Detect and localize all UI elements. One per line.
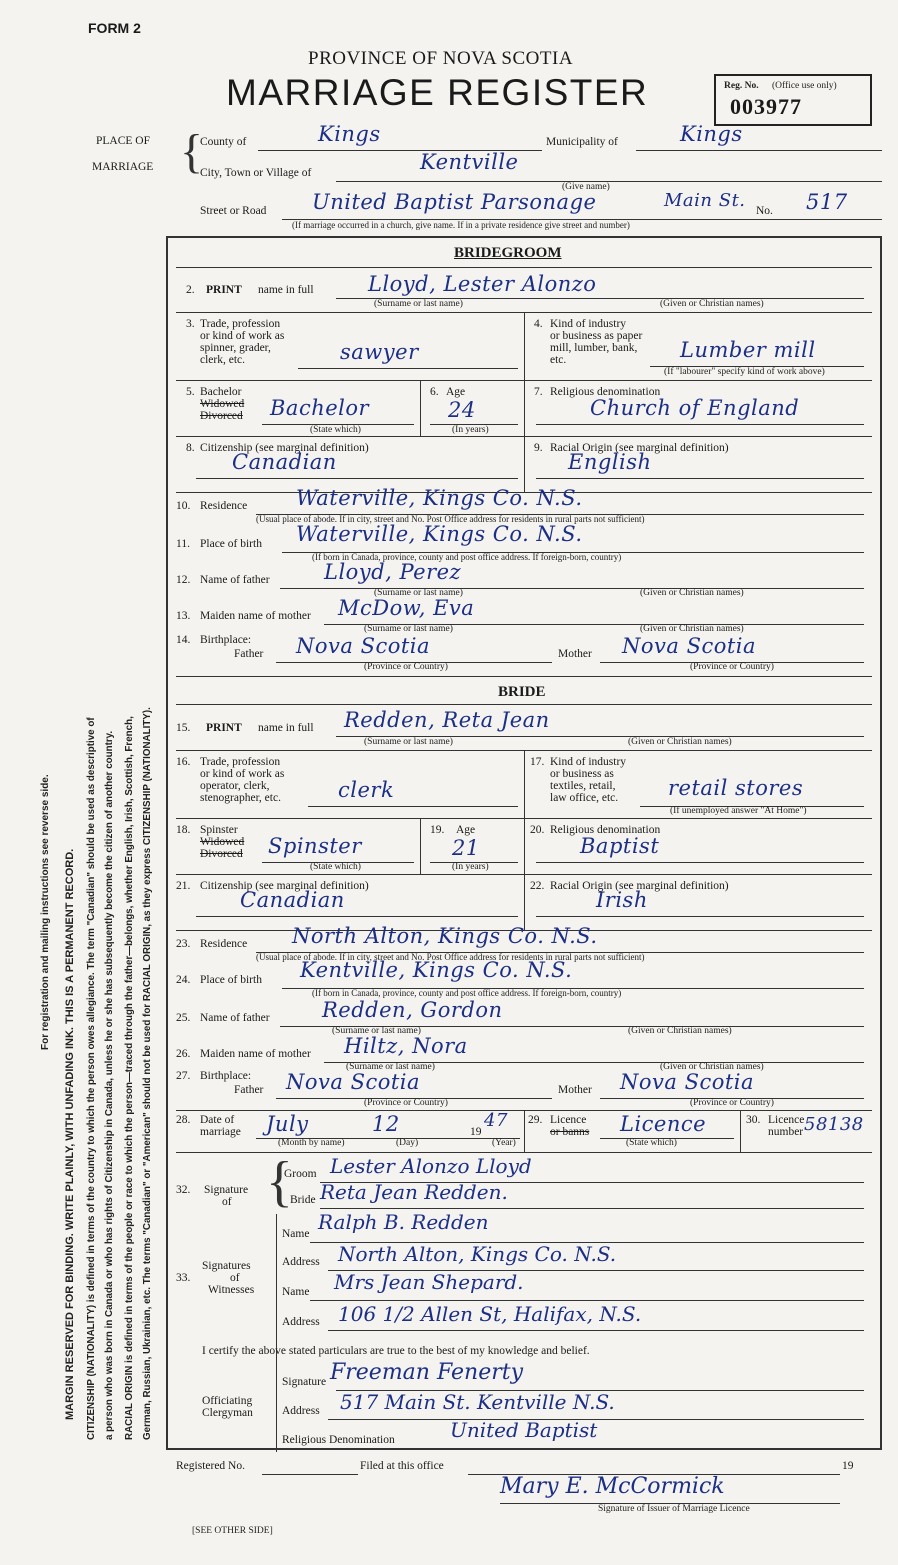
month-note: (Month by name) — [278, 1138, 345, 1148]
bride-mother-surname-note: (Surname or last name) — [346, 1062, 435, 1072]
groom-birth-note: (If born in Canada, province, county and post office address. If foreign-born, country) — [312, 552, 622, 562]
groom-in-years: (In years) — [452, 425, 489, 435]
bride-father-province-note: (Province or Country) — [364, 1098, 448, 1108]
w1-name-label: Name — [282, 1228, 310, 1240]
groom-racial-origin: English — [568, 450, 652, 474]
f33-label-3: Witnesses — [208, 1284, 255, 1296]
city-value: Kentville — [420, 150, 519, 174]
f23-no: 23. — [176, 938, 191, 950]
groom-age: 24 — [448, 398, 476, 422]
groom-trade: sawyer — [340, 340, 419, 364]
filed-label: Filed at this office — [360, 1460, 444, 1472]
see-other-side: [SEE OTHER SIDE] — [192, 1526, 273, 1536]
bride-birthplace: Kentville, Kings Co. N.S. — [300, 958, 573, 982]
groom-citizenship: Canadian — [232, 450, 337, 474]
f29-label-2: or banns — [550, 1126, 590, 1138]
f8-no: 8. — [186, 442, 195, 454]
groom-sig-label: Groom — [284, 1168, 317, 1180]
f30-label-2: number — [768, 1126, 804, 1138]
marriage-year: 47 — [484, 1110, 508, 1131]
f24-label: Place of birth — [200, 974, 262, 986]
clergy-sig-label: Signature — [282, 1376, 327, 1388]
margin-citizenship-2: a person who was born in Canada or who has rights of Citizenship in Canada, unless he or she has subsequently become the citizen of another country. — [104, 730, 115, 1440]
place-label-1: PLACE OF — [96, 135, 150, 147]
w1-address-label: Address — [282, 1256, 320, 1268]
year-note: (Year) — [492, 1138, 516, 1148]
certify-statement: I certify the above stated particulars are true to the best of my knowledge and belief. — [202, 1345, 590, 1357]
street-no-label: No. — [756, 205, 773, 217]
f18-label-1: Spinster — [200, 824, 238, 836]
groom-residence: Waterville, Kings Co. N.S. — [296, 486, 583, 510]
margin-citizenship-1: CITIZENSHIP (NATIONALITY) is defined in terms of the country to which the person owes allegiance. The term "Canadian" should be used as descriptive of — [86, 717, 97, 1440]
f12-label: Name of father — [200, 574, 270, 586]
f3-no: 3. — [186, 318, 195, 330]
province-heading: PROVINCE OF NOVA SCOTIA — [308, 48, 574, 69]
groom-signature: Lester Alonzo Lloyd — [330, 1154, 532, 1178]
f7-no: 7. — [534, 386, 543, 398]
marriage-month: July — [266, 1112, 309, 1136]
groom-name: Lloyd, Lester Alonzo — [368, 272, 597, 296]
f5-no: 5. — [186, 386, 195, 398]
f22-no: 22. — [530, 880, 545, 892]
f11-label: Place of birth — [200, 538, 262, 550]
clergy-address-label: Address — [282, 1405, 320, 1417]
f28-label-2: marriage — [200, 1126, 241, 1138]
bride-mother: Hiltz, Nora — [344, 1034, 468, 1058]
groom-mother-province-note: (Province or Country) — [690, 662, 774, 672]
bride-sig-label: Bride — [290, 1194, 316, 1206]
bride-mother-given-note: (Given or Christian names) — [660, 1062, 764, 1072]
groom-father-given-note: (Given or Christian names) — [640, 588, 744, 598]
bride-state-which: (State which) — [310, 862, 361, 872]
f9-no: 9. — [534, 442, 543, 454]
f27-no: 27. — [176, 1070, 191, 1082]
f16-no: 16. — [176, 756, 191, 768]
f4-label-1: Kind of industry — [550, 318, 627, 330]
page-title: MARRIAGE REGISTER — [226, 72, 649, 113]
f29-no: 29. — [528, 1114, 543, 1126]
bride-father-given-note: (Given or Christian names) — [628, 1026, 732, 1036]
w2-address-label: Address — [282, 1316, 320, 1328]
f27-label-1: Birthplace: — [200, 1070, 252, 1082]
day-note: (Day) — [396, 1138, 419, 1148]
f21-no: 21. — [176, 880, 191, 892]
marriage-year-prefix: 19 — [470, 1126, 482, 1138]
f14-label-1: Birthplace: — [200, 634, 252, 646]
f2-print-label: PRINT — [206, 284, 242, 296]
f14-label-2: Father — [234, 648, 264, 660]
groom-status: Bachelor — [270, 396, 370, 420]
f4-no: 4. — [534, 318, 543, 330]
bride-age: 21 — [452, 836, 480, 860]
licence-number: 58138 — [804, 1114, 864, 1135]
groom-industry: Lumber mill — [680, 338, 816, 362]
bride-mother-label: Mother — [558, 1084, 592, 1096]
f30-no: 30. — [746, 1114, 761, 1126]
street-note: (If marriage occurred in a church, give name. If in a private residence give street and number) — [292, 220, 630, 230]
groom-state-which: (State which) — [310, 425, 361, 435]
witness2-address: 106 1/2 Allen St, Halifax, N.S. — [338, 1302, 642, 1326]
licence-type: Licence — [620, 1112, 707, 1136]
w2-name-label: Name — [282, 1286, 310, 1298]
give-name-note: (Give name) — [562, 182, 610, 192]
bride-status: Spinster — [268, 834, 362, 858]
margin-racial-1: RACIAL ORIGIN is defined in terms of the people or race to which the person—traced through the father—belongs, whether English, Irish, Scottish, French, — [124, 716, 135, 1440]
margin-instructions: For registration and mailing instructions see reverse side. — [40, 774, 51, 1050]
f5-label-1: Bachelor — [200, 386, 242, 398]
f17-label-2: or business as — [550, 768, 614, 780]
f3-label-4: clerk, etc. — [200, 354, 246, 366]
f21-label: Citizenship (see marginal definition) — [200, 880, 369, 892]
f17-no: 17. — [530, 756, 545, 768]
groom-surname-note: (Surname or last name) — [374, 299, 463, 309]
place-brace: { — [180, 125, 204, 178]
clergy-signature: Freeman Fenerty — [330, 1360, 524, 1385]
f27-label-2: Father — [234, 1084, 264, 1096]
f26-no: 26. — [176, 1048, 191, 1060]
bride-religion: Baptist — [580, 834, 660, 858]
f33-label-1: Signatures — [202, 1260, 251, 1272]
bride-racial-origin: Irish — [596, 888, 648, 912]
f26-label: Maiden name of mother — [200, 1048, 311, 1060]
bride-heading: BRIDE — [498, 684, 546, 700]
form-number: FORM 2 — [88, 20, 141, 36]
bride-residence-note: (Usual place of abode. If in city, street and No. Post Office address for residents in rural parts not sufficient) — [256, 952, 645, 962]
groom-residence-note: (Usual place of abode. If in city, street and No. Post Office address for residents in rural parts not sufficient) — [256, 514, 645, 524]
f16-label-3: operator, clerk, — [200, 780, 270, 792]
f30-label-1: Licence — [768, 1114, 805, 1126]
groom-birthplace: Waterville, Kings Co. N.S. — [296, 522, 583, 546]
groom-father-province-note: (Province or Country) — [364, 662, 448, 672]
clergy-address: 517 Main St. Kentville N.S. — [340, 1390, 615, 1414]
margin-racial-2: German, Russian, Ukrainian, etc. The terms "Canadian" or "American" should not be used for RACIAL ORIGIN, as they express CITIZENSHIP (NATIONALITY). — [142, 707, 153, 1440]
bride-residence: North Alton, Kings Co. N.S. — [292, 924, 598, 948]
bride-industry: retail stores — [668, 776, 804, 800]
signature-brace: { — [266, 1151, 293, 1213]
street-no-value: 517 — [806, 190, 848, 214]
municipality-value: Kings — [680, 122, 743, 146]
f3-label-1: Trade, profession — [200, 318, 281, 330]
bride-name: Redden, Reta Jean — [344, 708, 550, 732]
issuer-label: Signature of Issuer of Marriage Licence — [598, 1504, 750, 1514]
f5-label-3: Divorced — [200, 410, 243, 422]
labourer-note: (If "labourer" specify kind of work above) — [664, 367, 825, 377]
bride-in-years: (In years) — [452, 862, 489, 872]
bridegroom-heading: BRIDEGROOM — [454, 245, 562, 261]
f22-label: Racial Origin (see marginal definition) — [550, 880, 729, 892]
street-value-2: Main St. — [664, 190, 746, 211]
groom-religion: Church of England — [590, 396, 800, 420]
witness2-name: Mrs Jean Shepard. — [334, 1270, 524, 1294]
reg-office-note: (Office use only) — [772, 81, 837, 91]
f17-label-3: textiles, retail, — [550, 780, 616, 792]
f15-print-label: PRINT — [206, 722, 242, 734]
groom-father-surname-note: (Surname or last name) — [374, 588, 463, 598]
f23-label: Residence — [200, 938, 248, 950]
groom-mother-label: Mother — [558, 648, 592, 660]
municipality-label: Municipality of — [546, 136, 618, 148]
f20-no: 20. — [530, 824, 545, 836]
bride-mother-province-note: (Province or Country) — [690, 1098, 774, 1108]
groom-mother: McDow, Eva — [338, 596, 475, 620]
f13-no: 13. — [176, 610, 191, 622]
bride-citizenship: Canadian — [240, 888, 345, 912]
f17-label-4: law office, etc. — [550, 792, 619, 804]
f18-label-3: Divorced — [200, 848, 243, 860]
county-value: Kings — [318, 122, 381, 146]
f6-label: Age — [446, 386, 466, 398]
clergy-denomination: United Baptist — [450, 1418, 598, 1442]
filed-year: 19 — [842, 1460, 854, 1472]
f7-label: Religious denomination — [550, 386, 661, 398]
county-label: County of — [200, 136, 247, 148]
reg-no-box — [714, 74, 872, 126]
marriage-day: 12 — [372, 1112, 400, 1136]
f13-label: Maiden name of mother — [200, 610, 311, 622]
f19-no: 19. — [430, 824, 445, 836]
issuer-signature: Mary E. McCormick — [500, 1474, 725, 1499]
reg-no-value: 003977 — [730, 94, 802, 119]
groom-mother-birthplace: Nova Scotia — [622, 634, 757, 658]
licence-state-which: (State which) — [626, 1138, 677, 1148]
groom-father-birthplace: Nova Scotia — [296, 634, 431, 658]
f12-no: 12. — [176, 574, 191, 586]
bride-signature: Reta Jean Redden. — [320, 1180, 508, 1204]
f4-label-2: or business as paper — [550, 330, 643, 342]
f10-no: 10. — [176, 500, 191, 512]
reg-no-label: Reg. No. — [724, 81, 759, 91]
bride-surname-note: (Surname or last name) — [364, 737, 453, 747]
f15-label: name in full — [258, 722, 314, 734]
place-label-2: MARRIAGE — [92, 161, 154, 173]
f16-label-4: stenographer, etc. — [200, 792, 281, 804]
f32-label-1: Signature — [204, 1184, 249, 1196]
bride-birth-note: (If born in Canada, province, county and post office address. If foreign-born, country) — [312, 988, 622, 998]
f8-label: Citizenship (see marginal definition) — [200, 442, 369, 454]
f18-no: 18. — [176, 824, 191, 836]
f33-label-2: of — [230, 1272, 240, 1284]
bride-mother-birthplace: Nova Scotia — [620, 1070, 755, 1094]
f4-label-4: etc. — [550, 354, 567, 366]
f2-label: name in full — [258, 284, 314, 296]
f16-label-1: Trade, profession — [200, 756, 281, 768]
f19-label: Age — [456, 824, 476, 836]
groom-father: Lloyd, Perez — [324, 560, 462, 584]
f20-label: Religious denomination — [550, 824, 661, 836]
denomination-label: Religious Denomination — [282, 1434, 395, 1446]
officiating-label-2: Clergyman — [202, 1407, 253, 1419]
f17-label-1: Kind of industry — [550, 756, 627, 768]
f16-label-2: or kind of work as — [200, 768, 285, 780]
margin-binding: MARGIN RESERVED FOR BINDING. WRITE PLAINLY, WITH UNFADING INK. THIS IS A PERMANENT RECORD. — [64, 848, 76, 1420]
f14-no: 14. — [176, 634, 191, 646]
f24-no: 24. — [176, 974, 191, 986]
street-label: Street or Road — [200, 205, 267, 217]
f10-label: Residence — [200, 500, 248, 512]
f28-label-1: Date of — [200, 1114, 235, 1126]
f11-no: 11. — [176, 538, 190, 550]
f25-label: Name of father — [200, 1012, 270, 1024]
bride-father-surname-note: (Surname or last name) — [332, 1026, 421, 1036]
registered-no-label: Registered No. — [176, 1460, 245, 1472]
bride-trade: clerk — [338, 778, 395, 802]
groom-mother-given-note: (Given or Christian names) — [640, 624, 744, 634]
f28-no: 28. — [176, 1114, 191, 1126]
bride-given-note: (Given or Christian names) — [628, 737, 732, 747]
f25-no: 25. — [176, 1012, 191, 1024]
f32-label-2: of — [222, 1196, 232, 1208]
witness1-address: North Alton, Kings Co. N.S. — [338, 1242, 617, 1266]
f9-label: Racial Origin (see marginal definition) — [550, 442, 729, 454]
f3-label-2: or kind of work as — [200, 330, 285, 342]
f29-label-1: Licence — [550, 1114, 587, 1126]
f4-label-3: mill, lumber, bank, — [550, 342, 638, 354]
bride-father: Redden, Gordon — [322, 998, 503, 1022]
f18-label-2: Widowed — [200, 836, 245, 848]
f15-no: 15. — [176, 722, 191, 734]
f33-no: 33. — [176, 1272, 191, 1284]
groom-given-note: (Given or Christian names) — [660, 299, 764, 309]
f2-no: 2. — [186, 284, 195, 296]
f32-no: 32. — [176, 1184, 191, 1196]
f6-no: 6. — [430, 386, 439, 398]
bride-father-birthplace: Nova Scotia — [286, 1070, 421, 1094]
groom-mother-surname-note: (Surname or last name) — [364, 624, 453, 634]
unemployed-note: (If unemployed answer "At Home") — [670, 806, 807, 816]
officiating-label-1: Officiating — [202, 1395, 253, 1407]
street-value: United Baptist Parsonage — [312, 190, 597, 214]
witness1-name: Ralph B. Redden — [318, 1210, 489, 1234]
f3-label-3: spinner, grader, — [200, 342, 271, 354]
f5-label-2: Widowed — [200, 398, 245, 410]
city-label: City, Town or Village of — [200, 167, 312, 179]
